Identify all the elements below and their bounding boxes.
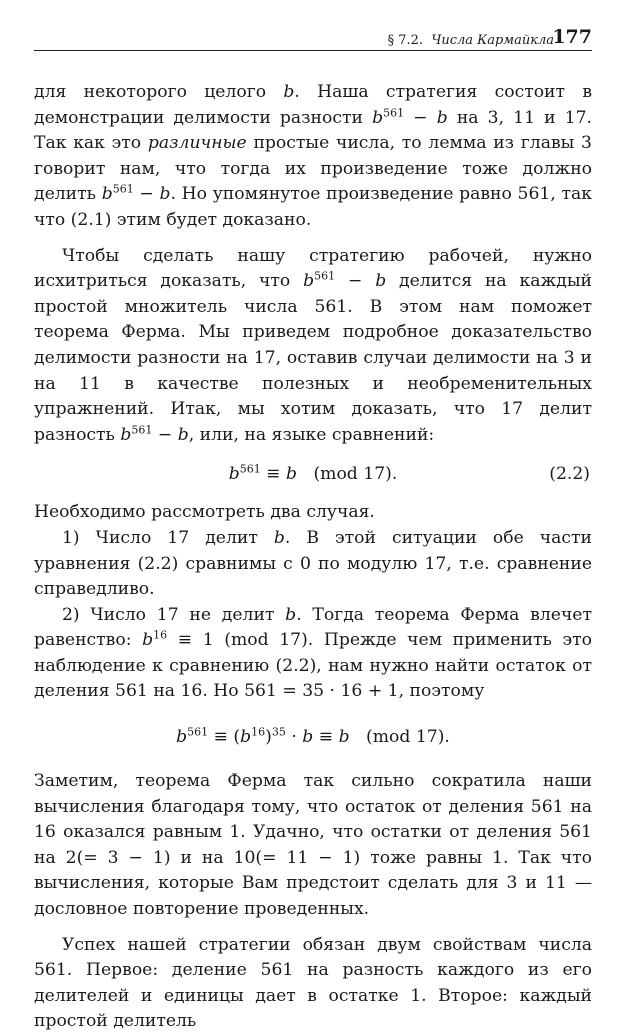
paragraph-1: для некоторого целого b. Наша стратегия состоит в демонстрации делимости разности $b^{561} - b$ на 3, 11 и 17. Так как это различные простые числа, то лемма из главы 3 говорит нам, что тогда их произведение тоже должно делить $b^{561} - b$. Но упомянутое произведение равно 561, так что (2.1) этим будет доказано. <box>34 82 593 230</box>
paragraph-3: Необходимо рассмотреть два случая. <box>34 502 375 523</box>
section-heading: § 7.2. Числа Кармайкла <box>387 33 554 48</box>
paragraph-case-1: 1) Число 17 делит b. В этой ситуации обе части уравнения (2.2) сравнимы с 0 по модулю 17, т.е. сравнение справедливо. <box>34 527 592 600</box>
page-number: 177 <box>552 26 592 48</box>
equation-fermat: $b^{561} \equiv (b^{16})^{35} \cdot b \equiv b$ (mod 17). <box>176 725 450 748</box>
running-header <box>34 28 592 51</box>
paragraph-2: Чтобы сделать нашу стратегию рабочей, нужно исхитриться доказать, что $b^{561} - b$ делится на каждый простой множитель числа 561. В этом нам поможет теорема Ферма. Мы приведем подробное доказательство делимости разности на 17, оставив случаи делимости на 3 и на 11 в качестве полезных и необременительных упражнений. Итак, мы хотим доказать, что 17 делит разность $b^{561} - b$, или, на языке сравнений: <box>34 245 593 445</box>
equation-number: (2.2) <box>549 464 590 485</box>
paragraph-7: Успех нашей стратегии обязан двум свойствам числа 561. Первое: деление 561 на разность каждого из его делителей и единицы дает в остатке 1. Второе: каждый простой делитель <box>34 934 592 1032</box>
paragraph-case-2: 2) Число 17 не делит b. Тогда теорема Ферма влечет равенство: $b^{16} \equiv 1$ (mod 17). Прежде чем применить это наблюдение к сравнению (2.2), нам нужно найти остаток от деления 561 на 16. Но 561 = 35 · 16 + 1, поэтому <box>34 604 592 702</box>
page-body <box>34 80 592 1035</box>
paragraph-6: Заметим, теорема Ферма так сильно сократила наши вычисления благодаря тому, что остаток от деления 561 на 16 оказался равным 1. Удачно, что остатки от деления 561 на 2(= 3 − 1) и на 10(= 11 − 1) тоже равны 1. Так что вычисления, которые Вам предстоит сделать для 3 и 11 — дословное повторение проведенных. <box>34 771 592 920</box>
equation-2-2-formula: $b^{561} \equiv b$ (mod 17). <box>228 462 398 485</box>
equation-2-2 <box>34 448 592 500</box>
